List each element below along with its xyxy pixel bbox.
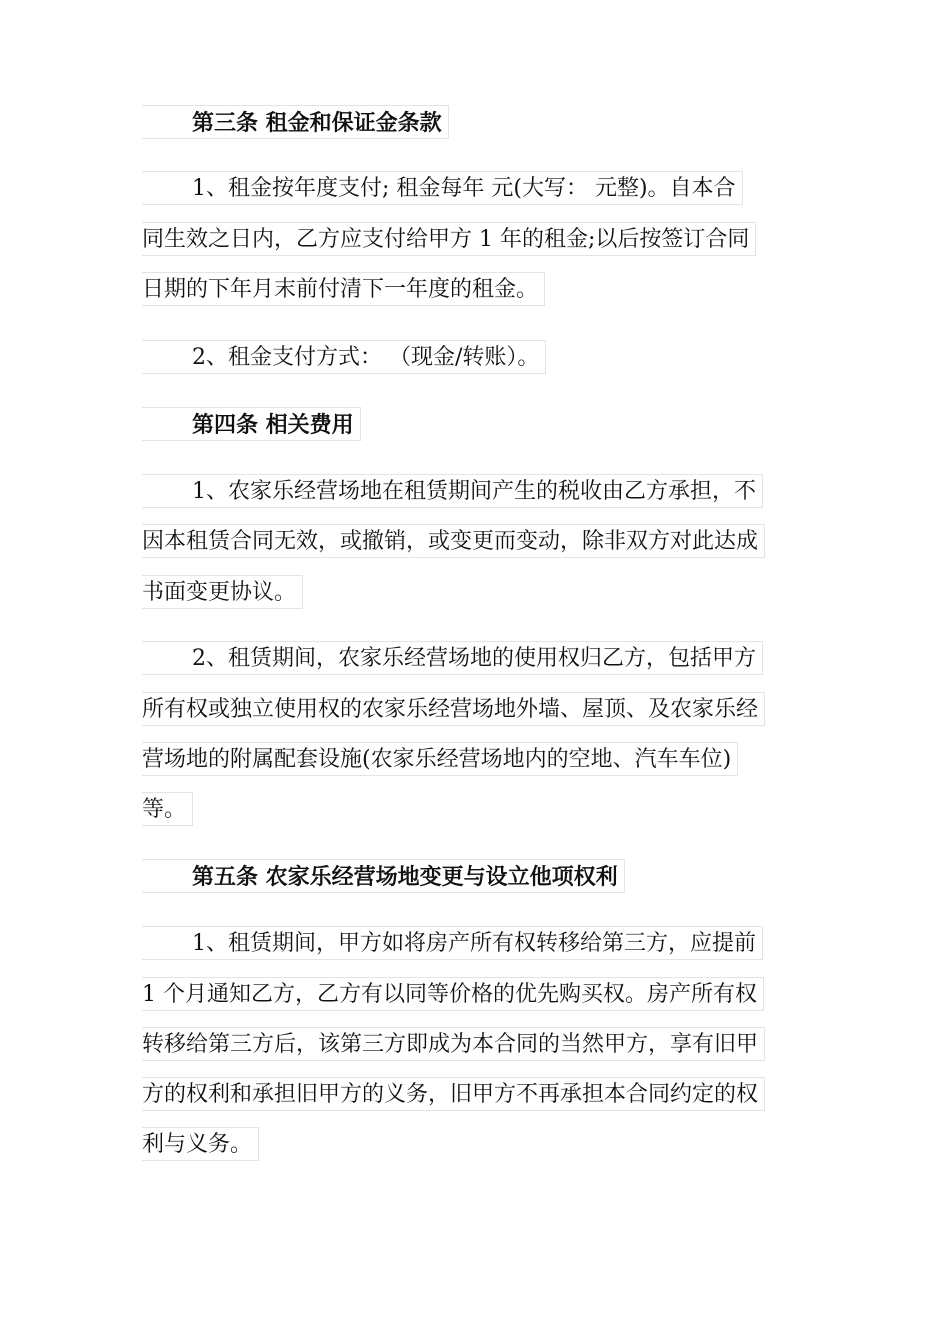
paragraph-line: 2、租赁期间，农家乐经营场地的使用权归乙方，包括甲方 — [142, 641, 763, 675]
paragraph-line: 1、租赁期间，甲方如将房产所有权转移给第三方，应提前 — [142, 926, 763, 960]
section-heading: 第三条 租金和保证金条款 — [142, 105, 449, 139]
paragraph-line: 日期的下年月末前付清下一年度的租金。 — [142, 272, 545, 306]
section-heading: 第五条 农家乐经营场地变更与设立他项权利 — [142, 859, 625, 893]
paragraph-line: 转移给第三方后，该第三方即成为本合同的当然甲方，享有旧甲 — [142, 1027, 765, 1061]
section-heading: 第四条 相关费用 — [142, 407, 361, 441]
paragraph-line: 2、租金支付方式： （现金/转账）。 — [142, 340, 546, 374]
paragraph-line: 等。 — [142, 792, 193, 826]
paragraph-line: 1 个月通知乙方，乙方有以同等价格的优先购买权。房产所有权 — [142, 977, 764, 1011]
paragraph-line: 1、租金按年度支付; 租金每年 元(大写： 元整)。自本合 — [142, 171, 743, 205]
paragraph-line: 方的权利和承担旧甲方的义务，旧甲方不再承担本合同约定的权 — [142, 1077, 765, 1111]
paragraph-line: 所有权或独立使用权的农家乐经营场地外墙、屋顶、及农家乐经 — [142, 692, 765, 726]
paragraph-line: 因本租赁合同无效，或撤销，或变更而变动，除非双方对此达成 — [142, 524, 765, 558]
paragraph-line: 营场地的附属配套设施(农家乐经营场地内的空地、汽车车位) — [142, 742, 738, 776]
paragraph-line: 1、农家乐经营场地在租赁期间产生的税收由乙方承担，不 — [142, 474, 763, 508]
paragraph-line: 书面变更协议。 — [142, 575, 303, 609]
paragraph-line: 利与义务。 — [142, 1127, 259, 1161]
paragraph-line: 同生效之日内，乙方应支付给甲方 1 年的租金;以后按签订合同 — [142, 222, 756, 256]
